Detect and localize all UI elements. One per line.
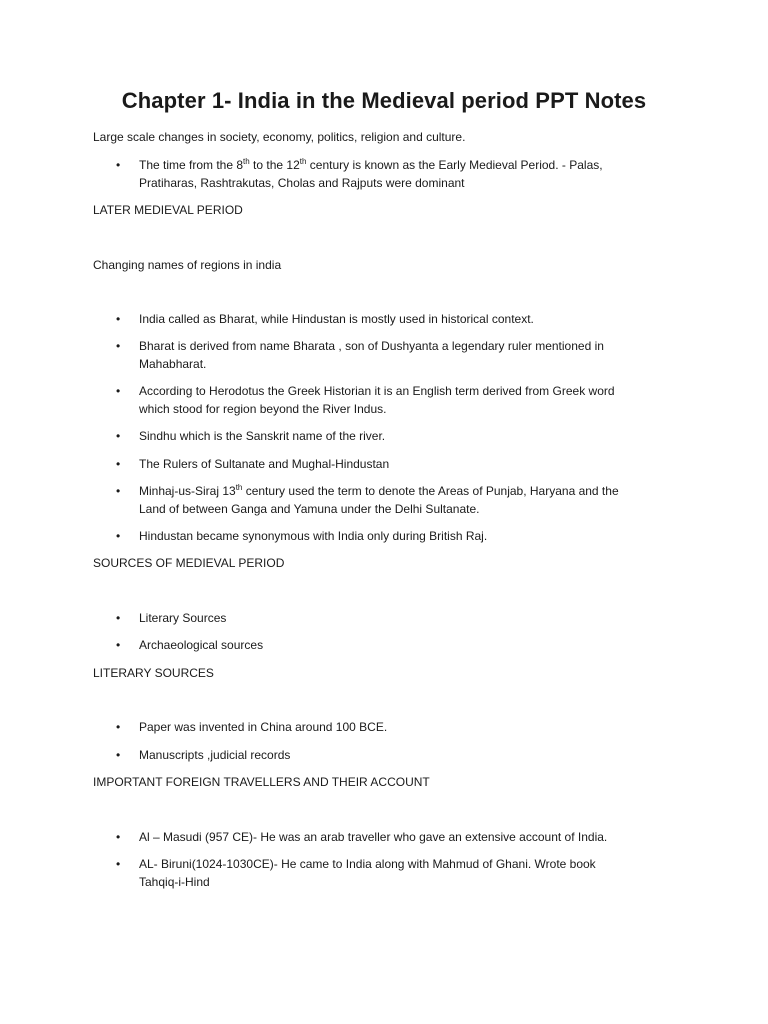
subheading-names: Changing names of regions in india [93,258,282,272]
list-item-line: which stood for region beyond the River Indus. [139,402,387,416]
list-item-line: Al – Masudi (957 CE)- He was an arab traveller who gave an extensive account of India. [139,830,608,844]
bullet-icon: • [116,748,121,762]
list-item-line: The time from the 8th to the 12th century is known as the Early Medieval Period. - Palas, [139,157,603,172]
bullet-icon: • [116,312,121,326]
list-item-line: Hindustan became synonymous with India only during British Raj. [139,529,488,543]
list-item-line: Tahqiq-i-Hind [139,875,210,889]
section-heading-later: LATER MEDIEVAL PERIOD [93,203,243,217]
list-item-line: AL- Biruni(1024-1030CE)- He came to India along with Mahmud of Ghani. Wrote book [139,857,596,871]
section-heading-literary: LITERARY SOURCES [93,666,214,680]
list-item-line: Bharat is derived from name Bharata , son of Dushyanta a legendary ruler mentioned in [139,339,604,353]
bullet-icon: • [116,484,121,498]
section-heading-travellers: IMPORTANT FOREIGN TRAVELLERS AND THEIR ACCOUNT [93,775,430,789]
bullet-icon: • [116,720,121,734]
list-item-line: The Rulers of Sultanate and Mughal-Hindustan [139,457,390,471]
section-heading-sources: SOURCES OF MEDIEVAL PERIOD [93,556,285,570]
list-item-line: Mahabharat. [139,357,207,371]
intro-text: Large scale changes in society, economy, politics, religion and culture. [93,130,466,144]
list-item-line: Minhaj-us-Siraj 13th century used the term to denote the Areas of Punjab, Haryana and the [139,483,619,498]
bullet-icon: • [116,457,121,471]
bullet-icon: • [116,529,121,543]
bullet-icon: • [116,857,121,871]
list-item-line: Land of between Ganga and Yamuna under the Delhi Sultanate. [139,502,480,516]
list-item-line: India called as Bharat, while Hindustan is mostly used in historical context. [139,312,534,326]
bullet-icon: • [116,611,121,625]
list-item-line: Pratiharas, Rashtrakutas, Cholas and Rajputs were dominant [139,176,465,190]
bullet-icon: • [116,830,121,844]
list-item-line: According to Herodotus the Greek Historian it is an English term derived from Greek word [139,384,615,398]
page-title: Chapter 1- India in the Medieval period PPT Notes [121,88,647,113]
bullet-icon: • [116,429,121,443]
bullet-icon: • [116,158,121,172]
bullet-icon: • [116,384,121,398]
bullet-icon: • [116,638,121,652]
list-item-line: Archaeological sources [139,638,264,652]
list-item-line: Paper was invented in China around 100 BCE. [139,720,388,734]
list-item-line: Sindhu which is the Sanskrit name of the river. [139,429,386,443]
bullet-icon: • [116,339,121,353]
list-item-line: Literary Sources [139,611,227,625]
list-item-line: Manuscripts ,judicial records [139,748,291,762]
